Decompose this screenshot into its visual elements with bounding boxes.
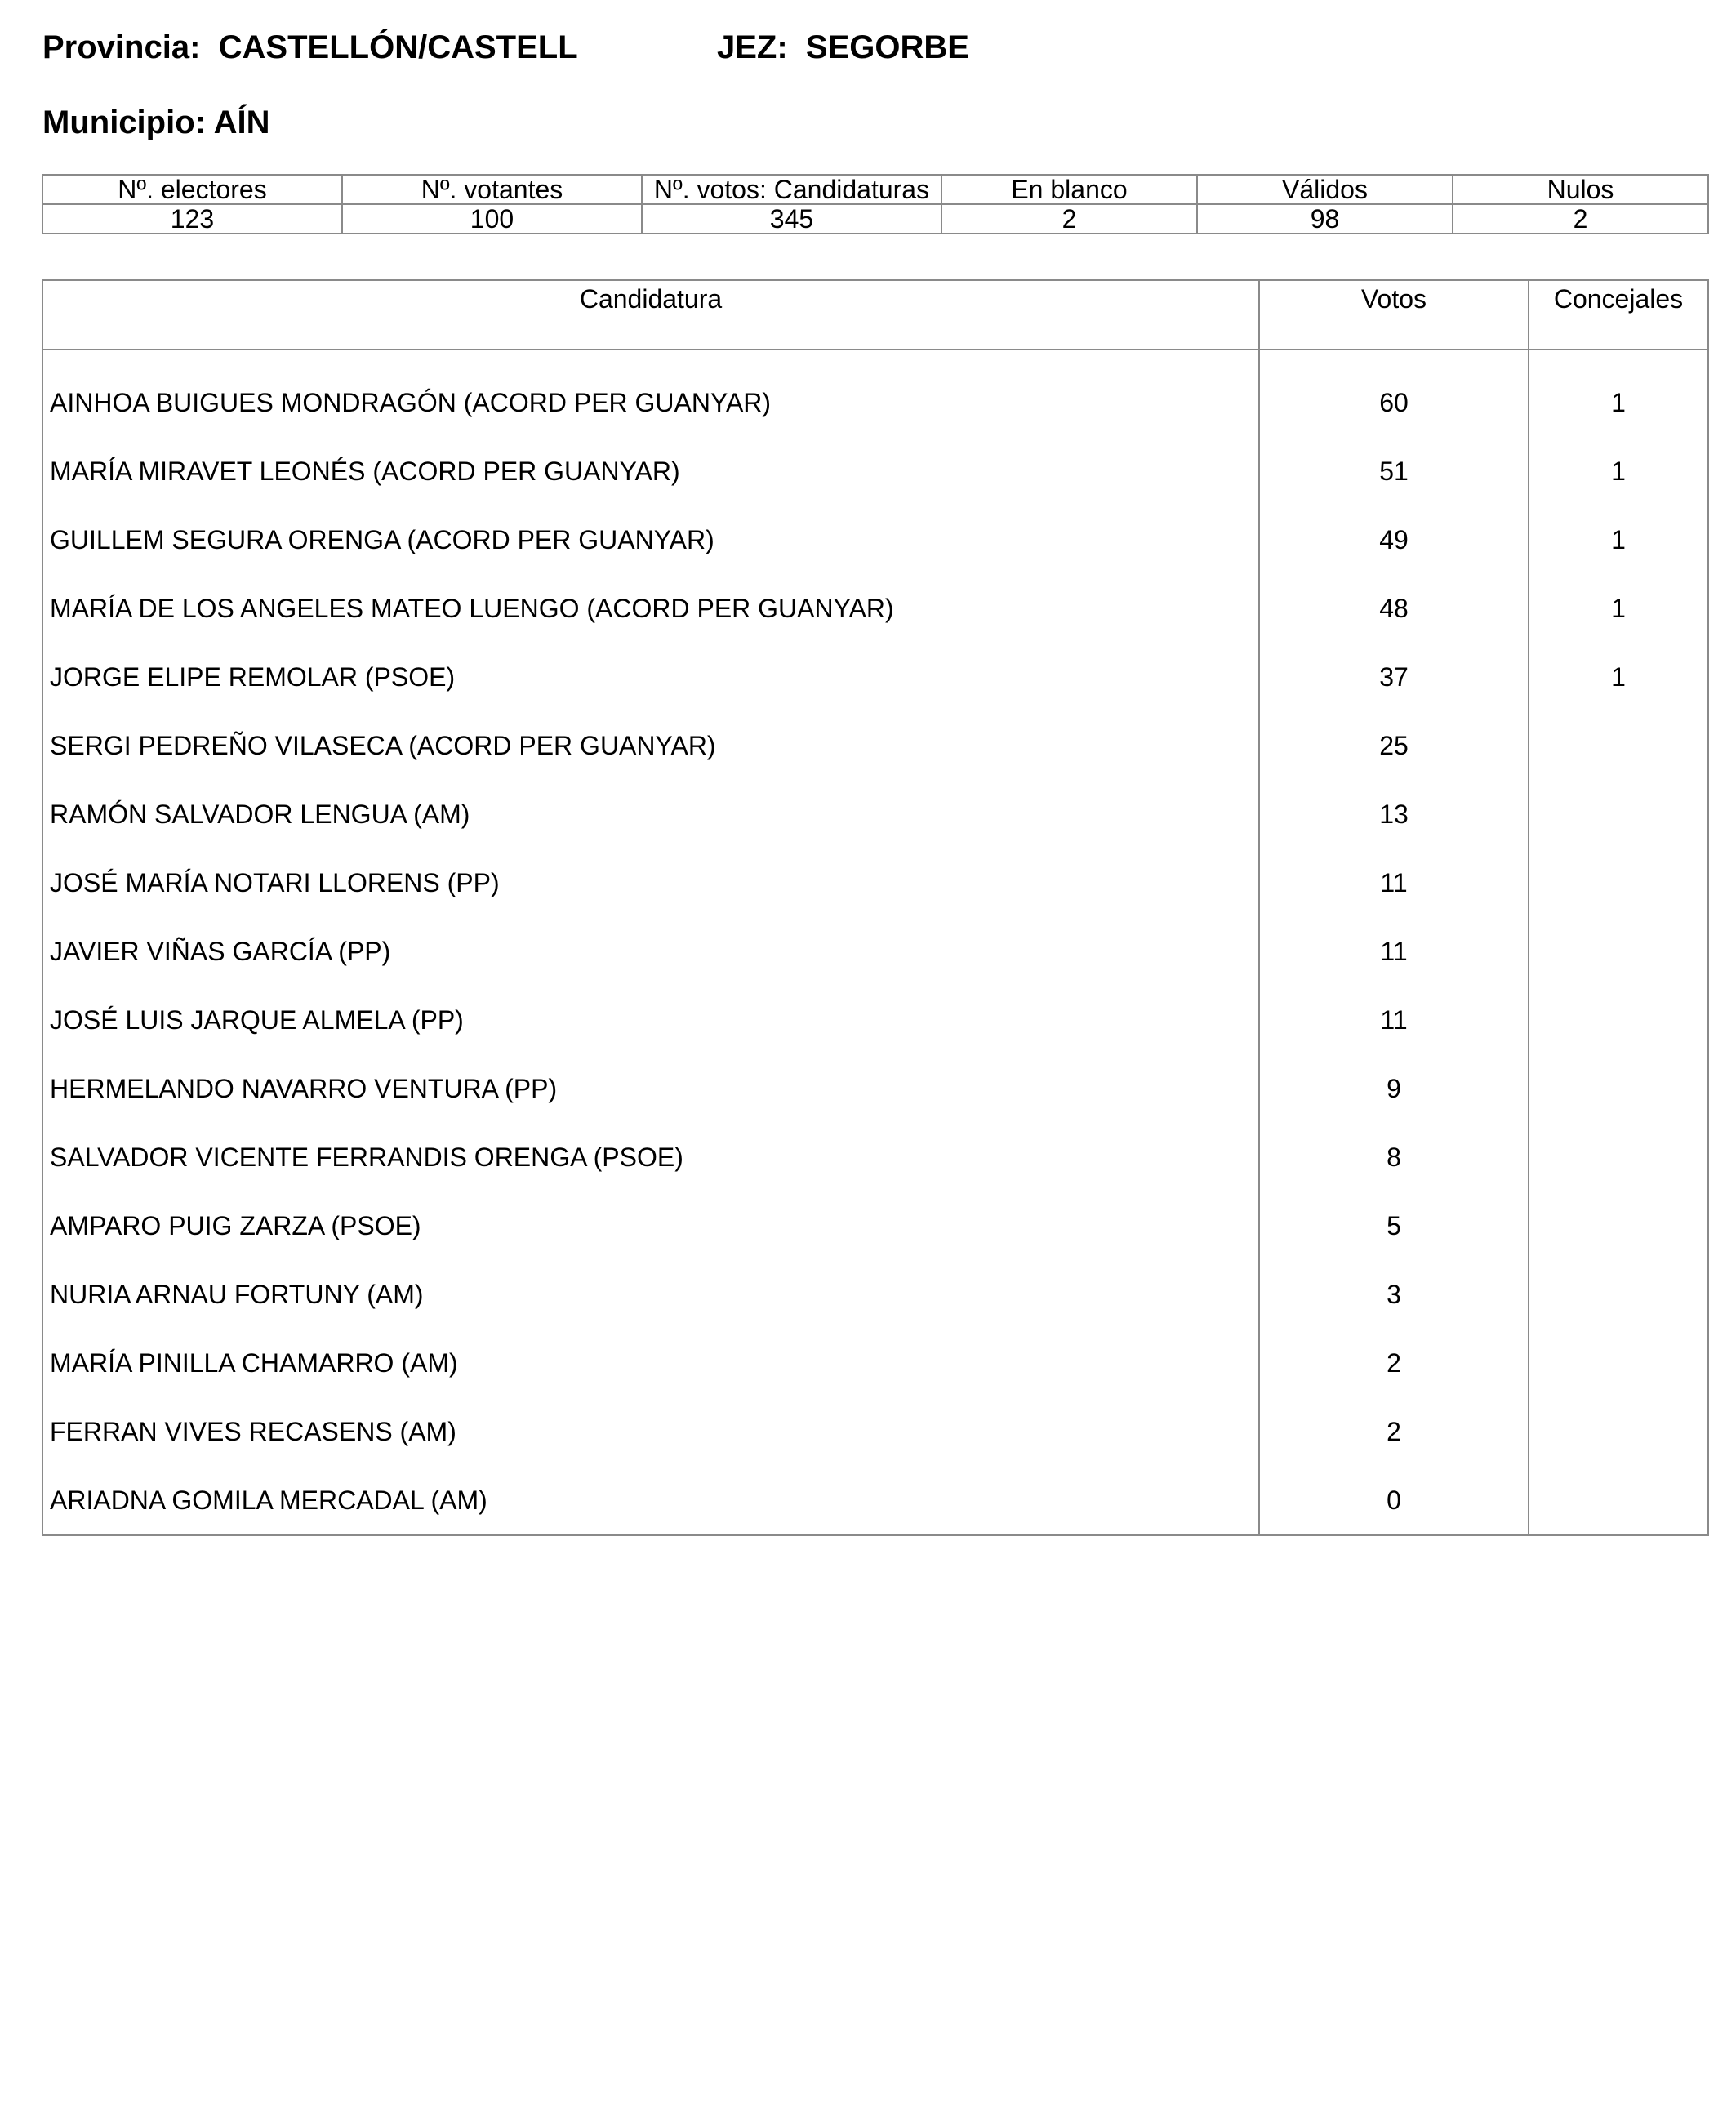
candidate-name: RAMÓN SALVADOR LENGUA (AM) — [42, 780, 1259, 848]
table-row — [42, 506, 1708, 574]
candidate-votos: 2 — [1259, 1329, 1529, 1397]
summary-header-validos: Válidos — [1197, 175, 1453, 204]
table-row — [42, 986, 1708, 1054]
summary-table — [42, 174, 1709, 234]
results-header-row — [42, 280, 1708, 350]
candidate-concejales — [1529, 1329, 1708, 1397]
results-body — [42, 350, 1708, 1535]
table-row — [42, 437, 1708, 506]
candidate-votos: 60 — [1259, 350, 1529, 437]
table-row — [42, 643, 1708, 711]
provincia-label: Provincia: — [42, 29, 201, 65]
candidate-concejales — [1529, 1260, 1708, 1329]
candidate-concejales — [1529, 1466, 1708, 1535]
candidate-votos: 37 — [1259, 643, 1529, 711]
summary-value-en-blanco: 2 — [941, 204, 1197, 234]
table-row — [42, 1054, 1708, 1123]
candidate-name: MARÍA MIRAVET LEONÉS (ACORD PER GUANYAR) — [42, 437, 1259, 506]
candidate-concejales — [1529, 780, 1708, 848]
table-row — [42, 780, 1708, 848]
provincia-value: CASTELLÓN/CASTELL — [218, 29, 578, 65]
summary-value-nulos: 2 — [1453, 204, 1708, 234]
table-row — [42, 848, 1708, 917]
candidate-concejales: 1 — [1529, 350, 1708, 437]
candidate-votos: 11 — [1259, 848, 1529, 917]
candidate-concejales — [1529, 711, 1708, 780]
candidate-concejales — [1529, 986, 1708, 1054]
candidate-name: JAVIER VIÑAS GARCÍA (PP) — [42, 917, 1259, 986]
municipio-heading — [42, 105, 270, 141]
candidate-votos: 13 — [1259, 780, 1529, 848]
table-row — [42, 1123, 1708, 1191]
candidate-name: ARIADNA GOMILA MERCADAL (AM) — [42, 1466, 1259, 1535]
candidate-concejales: 1 — [1529, 437, 1708, 506]
candidate-name: MARÍA PINILLA CHAMARRO (AM) — [42, 1329, 1259, 1397]
candidate-name: SALVADOR VICENTE FERRANDIS ORENGA (PSOE) — [42, 1123, 1259, 1191]
municipio-label: Municipio: — [42, 105, 206, 140]
summary-header-nulos: Nulos — [1453, 175, 1708, 204]
summary-header-votantes: Nº. votantes — [342, 175, 642, 204]
summary-header-en-blanco: En blanco — [941, 175, 1197, 204]
summary-header-electores: Nº. electores — [42, 175, 342, 204]
header-votos: Votos — [1259, 280, 1529, 350]
candidate-concejales — [1529, 1397, 1708, 1466]
candidate-concejales — [1529, 1054, 1708, 1123]
candidate-votos: 2 — [1259, 1397, 1529, 1466]
candidate-votos: 11 — [1259, 917, 1529, 986]
candidate-votos: 9 — [1259, 1054, 1529, 1123]
candidate-votos: 48 — [1259, 574, 1529, 643]
table-row — [42, 1260, 1708, 1329]
candidate-name: AINHOA BUIGUES MONDRAGÓN (ACORD PER GUANYAR) — [42, 350, 1259, 437]
jez-value: SEGORBE — [805, 29, 969, 65]
candidate-votos: 49 — [1259, 506, 1529, 574]
candidate-name: JOSÉ LUIS JARQUE ALMELA (PP) — [42, 986, 1259, 1054]
candidate-concejales: 1 — [1529, 506, 1708, 574]
table-row — [42, 574, 1708, 643]
table-row — [42, 1397, 1708, 1466]
candidate-votos: 25 — [1259, 711, 1529, 780]
candidate-concejales — [1529, 917, 1708, 986]
candidate-name: FERRAN VIVES RECASENS (AM) — [42, 1397, 1259, 1466]
summary-header-votos-candidaturas: Nº. votos: Candidaturas — [642, 175, 941, 204]
table-row — [42, 711, 1708, 780]
candidate-name: AMPARO PUIG ZARZA (PSOE) — [42, 1191, 1259, 1260]
table-row — [42, 350, 1708, 437]
summary-value-validos: 98 — [1197, 204, 1453, 234]
candidate-concejales: 1 — [1529, 643, 1708, 711]
table-row — [42, 917, 1708, 986]
candidate-votos: 11 — [1259, 986, 1529, 1054]
candidate-votos: 3 — [1259, 1260, 1529, 1329]
candidate-name: HERMELANDO NAVARRO VENTURA (PP) — [42, 1054, 1259, 1123]
summary-value-votantes: 100 — [342, 204, 642, 234]
candidate-concejales: 1 — [1529, 574, 1708, 643]
candidate-name: MARÍA DE LOS ANGELES MATEO LUENGO (ACORD PER GUANYAR) — [42, 574, 1259, 643]
candidate-name: NURIA ARNAU FORTUNY (AM) — [42, 1260, 1259, 1329]
candidate-votos: 8 — [1259, 1123, 1529, 1191]
table-row — [42, 1329, 1708, 1397]
summary-header-row — [42, 175, 1708, 204]
candidate-name: JORGE ELIPE REMOLAR (PSOE) — [42, 643, 1259, 711]
summary-value-row — [42, 204, 1708, 234]
candidate-votos: 5 — [1259, 1191, 1529, 1260]
candidate-name: SERGI PEDREÑO VILASECA (ACORD PER GUANYAR) — [42, 711, 1259, 780]
summary-value-votos-candidaturas: 345 — [642, 204, 941, 234]
table-row — [42, 1191, 1708, 1260]
header-candidatura: Candidatura — [42, 280, 1259, 350]
municipio-value: AÍN — [213, 105, 270, 140]
provincia-heading — [42, 29, 578, 66]
jez-heading — [717, 29, 969, 66]
candidate-name: JOSÉ MARÍA NOTARI LLORENS (PP) — [42, 848, 1259, 917]
candidate-votos: 0 — [1259, 1466, 1529, 1535]
jez-label: JEZ: — [717, 29, 788, 65]
candidate-concejales — [1529, 1191, 1708, 1260]
candidate-votos: 51 — [1259, 437, 1529, 506]
header-concejales: Concejales — [1529, 280, 1708, 350]
results-table — [42, 279, 1709, 1536]
candidate-concejales — [1529, 1123, 1708, 1191]
candidate-concejales — [1529, 848, 1708, 917]
summary-value-electores: 123 — [42, 204, 342, 234]
candidate-name: GUILLEM SEGURA ORENGA (ACORD PER GUANYAR) — [42, 506, 1259, 574]
table-row — [42, 1466, 1708, 1535]
